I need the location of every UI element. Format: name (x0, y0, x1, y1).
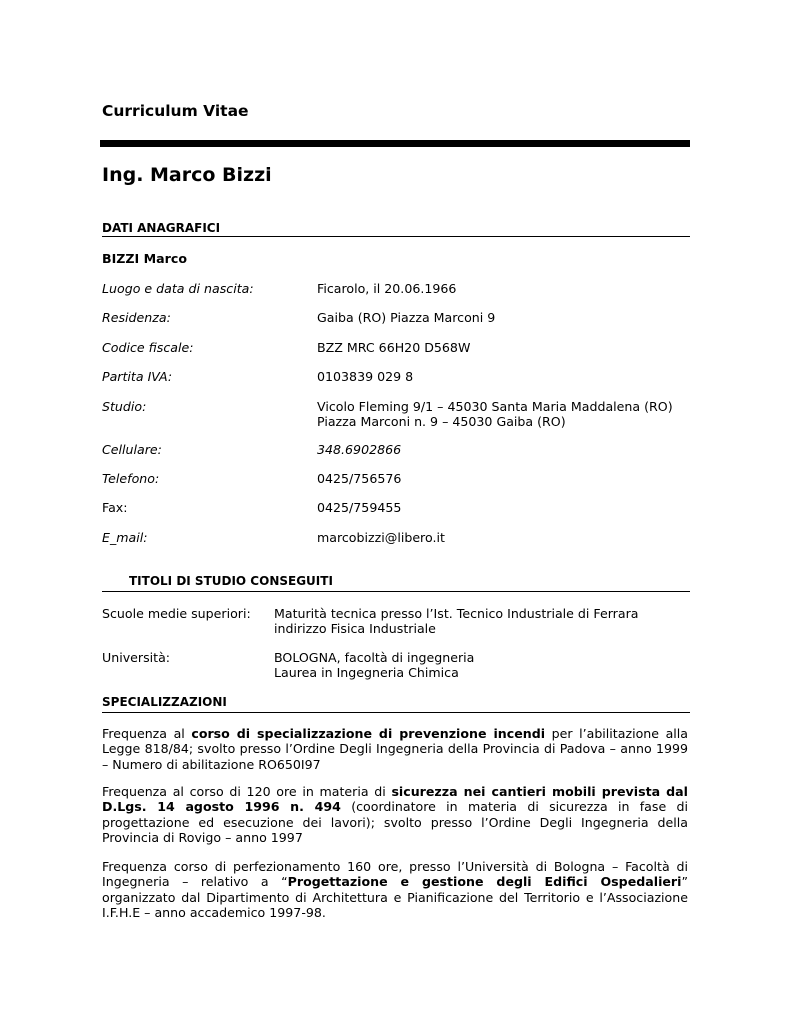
label-residence: Residenza: (102, 310, 171, 325)
value-vat: 0103839 029 8 (317, 369, 414, 384)
person-name-title: Ing. Marco Bizzi (102, 164, 272, 186)
value-tax-code: BZZ MRC 66H20 D568W (317, 340, 471, 355)
section-title-specializzazioni: SPECIALIZZAZIONI (102, 695, 227, 709)
section-divider-dati-anagrafici (102, 236, 690, 237)
value-phone: 0425/756576 (317, 471, 402, 486)
label-fax: Fax: (102, 500, 128, 515)
paragraph-text: per l’abilitazione alla Legge 818/84; svolto presso l’Ordine Degli Ingegneria della Provincia di Padova – anno 1999 – Numero di abilitazione RO650I97 (102, 726, 689, 772)
label-tax-code: Codice fiscale: (102, 340, 194, 355)
specialization-paragraph-site-safety (102, 784, 688, 846)
label-email: E_mail: (102, 530, 148, 545)
section-divider-titoli-di-studio (102, 591, 690, 592)
label-vat: Partita IVA: (102, 369, 173, 384)
value-university-line2: Laurea in Ingegneria Chimica (274, 665, 459, 680)
label-office: Studio: (102, 399, 147, 414)
value-fax: 0425/759455 (317, 500, 402, 515)
value-birth: Ficarolo, il 20.06.1966 (317, 281, 457, 296)
section-divider-specializzazioni (102, 712, 690, 713)
header-divider (100, 140, 690, 147)
value-mobile: 348.6902866 (317, 442, 402, 457)
document-label: Curriculum Vitae (102, 102, 249, 120)
value-university-line1: BOLOGNA, facoltà di ingegneria (274, 650, 475, 665)
specialization-paragraph-hospital-design (102, 859, 688, 921)
paragraph-emphasis: sicurezza nei cantieri mobili prevista dal D.Lgs. 14 agosto 1996 n. 494 (102, 784, 688, 815)
specialization-paragraph-fire-prevention (102, 726, 688, 772)
paragraph-text: Frequenza al (102, 726, 192, 741)
paragraph-emphasis: Progettazione e gestione degli Edifici Ospedalieri (287, 874, 682, 890)
full-name: BIZZI Marco (102, 251, 187, 266)
paragraph-emphasis: corso di specializzazione di prevenzione incendi (191, 726, 546, 741)
value-email: marcobizzi@libero.it (317, 530, 445, 545)
label-high-school: Scuole medie superiori: (102, 606, 251, 621)
value-office-line2: Piazza Marconi n. 9 – 45030 Gaiba (RO) (317, 414, 566, 429)
label-birth: Luogo e data di nascita: (102, 281, 254, 296)
label-phone: Telefono: (102, 471, 160, 486)
label-mobile: Cellulare: (102, 442, 162, 457)
section-title-titoli-di-studio: TITOLI DI STUDIO CONSEGUITI (129, 574, 333, 588)
paragraph-text: (coordinatore in materia di sicurezza in fase di progettazione ed esecuzione dei lavori); svolto presso l’Ordine Degli Ingegneria della Provincia di Rovigo – anno 1997 (102, 799, 688, 846)
paragraph-text: ” organizzato dal Dipartimento di Architettura e Pianificazione del Territorio e l’Associazione I.F.H.E – anno accademico 1997-98. (102, 874, 688, 921)
value-residence: Gaiba (RO) Piazza Marconi 9 (317, 310, 496, 325)
value-office-line1: Vicolo Fleming 9/1 – 45030 Santa Maria Maddalena (RO) (317, 399, 673, 414)
value-high-school-line2: indirizzo Fisica Industriale (274, 621, 436, 636)
paragraph-text: Frequenza al corso di 120 ore in materia di (102, 784, 392, 799)
value-high-school-line1: Maturità tecnica presso l’Ist. Tecnico Industriale di Ferrara (274, 606, 639, 621)
label-university: Università: (102, 650, 171, 665)
paragraph-text: Frequenza corso di perfezionamento 160 ore, presso l’Università di Bologna – Facoltà di Ingegneria – relativo a “ (102, 859, 688, 890)
section-title-dati-anagrafici: DATI ANAGRAFICI (102, 221, 221, 235)
